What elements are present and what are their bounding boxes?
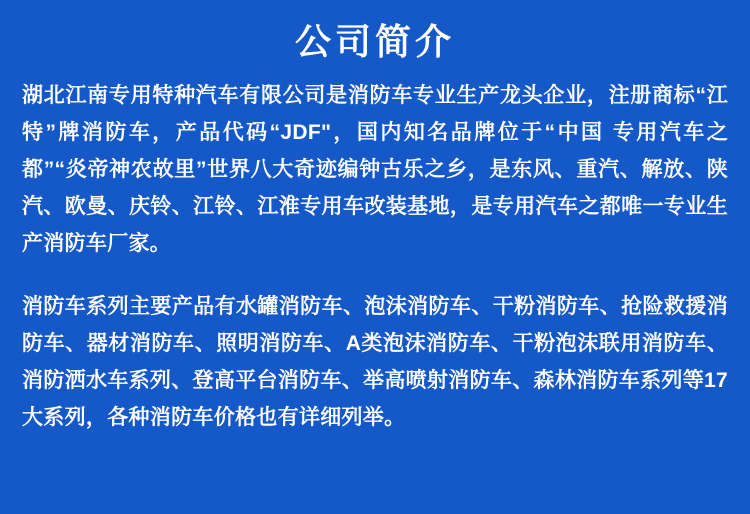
profile-body <box>18 77 732 436</box>
page-title: 公司简介 <box>294 21 455 62</box>
paragraph-2: 消防车系列主要产品有水罐消防车、泡沫消防车、干粉消防车、抢险救援消防车、器材消防车、照明消防车、A类泡沫消防车、干粉泡沫联用消防车、消防洒水车系列、登高平台消防车、举高喷射消防车、森林消防车系列等17大系列，各种消防车价格也有详细列举。 <box>22 295 728 430</box>
paragraph-1: 湖北江南专用特种汽车有限公司是消防车专业生产龙头企业，注册商标“江特”牌消防车，产品代码“JDF"，国内知名品牌位于“中国 专用汽车之都”“炎帝神农故里”世界八大奇迹编钟古乐之乡，是东风、重汽、解放、陕汽、欧曼、庆铃、江铃、江淮专用车改装基地，是专用汽车之都唯一专业生产消防车厂家。 <box>22 84 728 256</box>
